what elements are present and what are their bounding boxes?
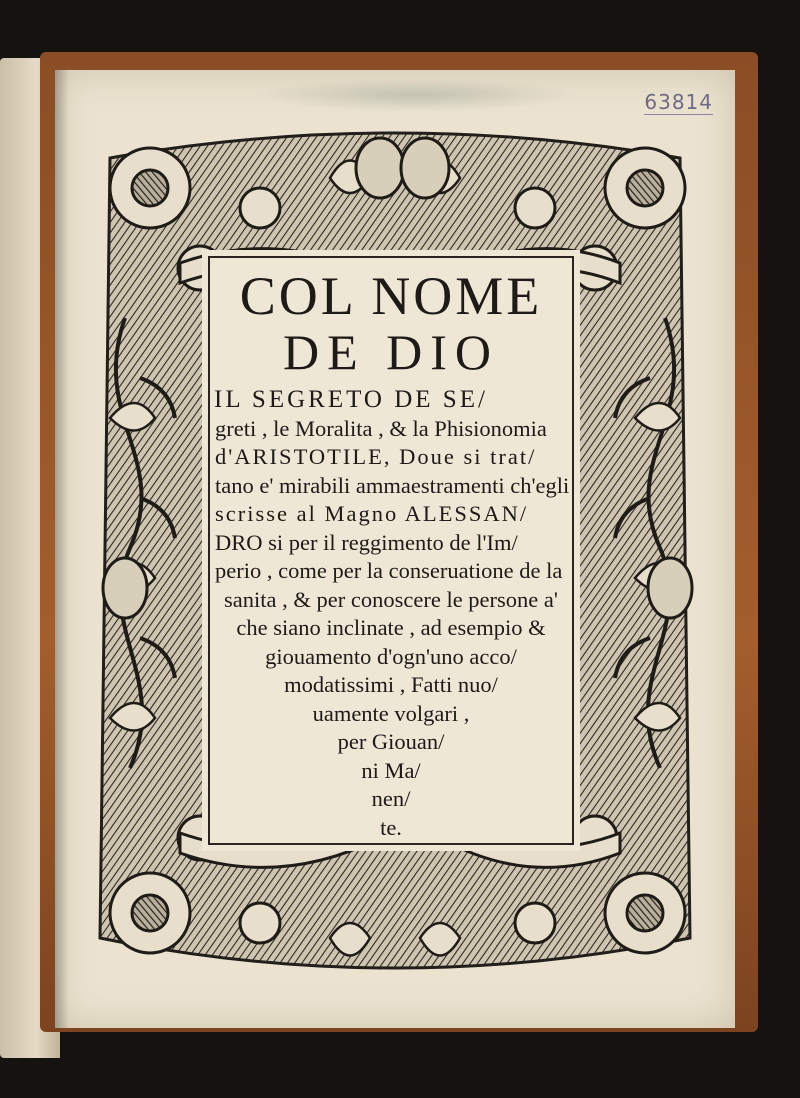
- body-line: te.: [380, 814, 402, 840]
- body-line: IL SEGRETO DE SE/: [214, 386, 488, 413]
- body-line: uamente volgari ,: [312, 700, 470, 726]
- title-panel: [208, 256, 574, 845]
- body-line: per Giouan/: [337, 729, 445, 754]
- body-line: DRO si per il reggimento de l'Im/: [215, 529, 518, 555]
- body-line: sanita , & per conoscere le persone a': [224, 586, 558, 612]
- body-line: greti , le Moralita , & la Phisionomia: [215, 415, 547, 441]
- title-line-2: DE DIO: [282, 324, 500, 380]
- body-line: che siano inclinate , ad esempio &: [236, 615, 546, 640]
- body-line: ni Ma/: [361, 757, 421, 783]
- shelfmark: 63814: [644, 90, 713, 114]
- title-line-1: COL NOME: [239, 266, 543, 326]
- body-line: d'ARISTOTILE, Doue si trat/: [215, 444, 537, 469]
- title-page: [55, 70, 735, 1028]
- body-line: perio , come per la conseruatione de la: [215, 558, 563, 583]
- body-line: tano e' mirabili ammaestramenti ch'egli: [215, 472, 570, 498]
- stain: [255, 78, 575, 112]
- title-body: [210, 386, 572, 842]
- body-line: nen/: [371, 786, 411, 811]
- body-line: modatissimi , Fatti nuo/: [284, 672, 498, 697]
- body-line: giouamento d'ogn'uno acco/: [265, 643, 517, 669]
- body-line: scrisse al Magno ALESSAN/: [215, 501, 529, 526]
